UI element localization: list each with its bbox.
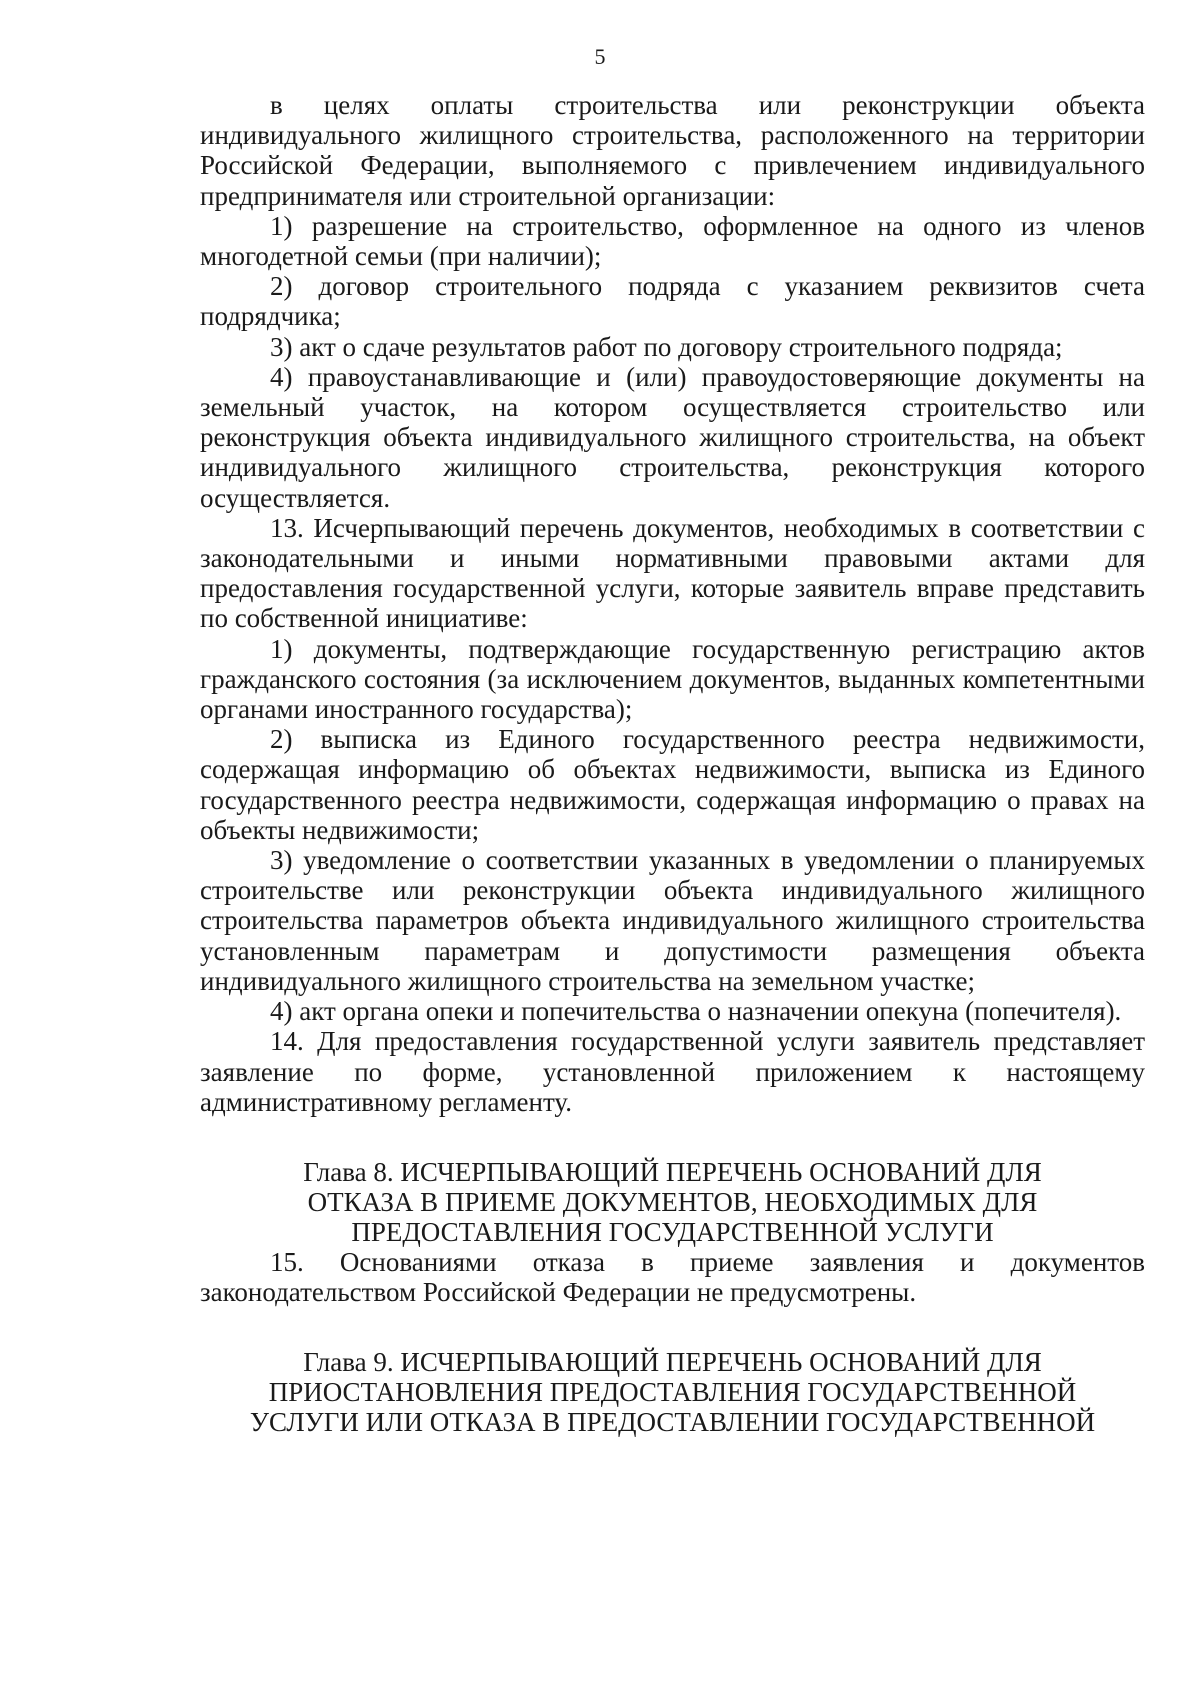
heading-line: ПРЕДОСТАВЛЕНИЯ ГОСУДАРСТВЕННОЙ УСЛУГИ xyxy=(351,1216,994,1247)
paragraph: 4) акт органа опеки и попечительства о назначении опекуна (попечителя). xyxy=(270,996,1122,1027)
paragraph: 2) выписка из Единого государственного реестра недвижимости, содержащая информацию об объектах недвижимости, выписка из Единого государственного реестра недвижимости, содержащая информацию о правах на объекты недвижимости; xyxy=(200,724,1145,845)
paragraph: 1) документы, подтверждающие государственную регистрацию актов гражданского состояния (за исключением документов, выданных компетентными органами иностранного государства); xyxy=(200,633,1145,725)
paragraph: 13. Исчерпывающий перечень документов, необходимых в соответствии с законодательными и иными нормативными правовыми актами для предоставления государственной услуги, которые заявитель вправе представить по собственной инициативе: xyxy=(200,512,1145,634)
heading-line: ОТКАЗА В ПРИЕМЕ ДОКУМЕНТОВ, НЕОБХОДИМЫХ ДЛЯ xyxy=(307,1186,1038,1217)
heading-line: Глава 8. ИСЧЕРПЫВАЮЩИЙ ПЕРЕЧЕНЬ ОСНОВАНИЙ ДЛЯ xyxy=(303,1156,1042,1187)
paragraph: 4) правоустанавливающие и (или) правоудостоверяющие документы на земельный участок, на котором осуществляется строительство или реконструкция объекта индивидуального жилищного строительства, на объект индивидуального жилищного строительства, реконструкция которого осуществляется. xyxy=(200,361,1145,513)
chapter-9-heading xyxy=(200,1347,1145,1437)
body-text xyxy=(200,90,1145,1437)
heading-line: ПРИОСТАНОВЛЕНИЯ ПРЕДОСТАВЛЕНИЯ ГОСУДАРСТВЕННОЙ xyxy=(268,1377,1077,1408)
chapter-8-heading xyxy=(200,1157,1145,1247)
heading-line: Глава 9. ИСЧЕРПЫВАЮЩИЙ ПЕРЕЧЕНЬ ОСНОВАНИЙ ДЛЯ xyxy=(303,1347,1042,1378)
paragraph: в целях оплаты строительства или реконструкции объекта индивидуального жилищного строительства, расположенного на территории Российской Федерации, выполняемого с привлечением индивидуального предпринимателя или строительной организации: xyxy=(200,90,1145,211)
page-number: 5 xyxy=(594,44,606,69)
paragraph: 3) акт о сдаче результатов работ по договору строительного подряда; xyxy=(270,331,1063,362)
heading-line: УСЛУГИ ИЛИ ОТКАЗА В ПРЕДОСТАВЛЕНИИ ГОСУДАРСТВЕННОЙ xyxy=(249,1407,1096,1438)
paragraph: 2) договор строительного подряда с указанием реквизитов счета подрядчика; xyxy=(200,271,1145,332)
paragraph: 1) разрешение на строительство, оформленное на одного из членов многодетной семьи (при наличии); xyxy=(200,210,1145,272)
paragraph-15: 15. Основаниями отказа в приеме заявления и документов законодательством Российской Федерации не предусмотрены. xyxy=(200,1246,1145,1308)
paragraph: 3) уведомление о соответствии указанных в уведомлении о планируемых строительстве или реконструкции объекта индивидуального жилищного строительства параметров объекта индивидуального жилищного строительства установленным параметрам и допустимости размещения объекта индивидуального жилищного строительства на земельном участке; xyxy=(200,845,1145,996)
paragraph: 14. Для предоставления государственной услуги заявитель представляет заявление по форме, установленной приложением к настоящему административному регламенту. xyxy=(200,1026,1145,1117)
